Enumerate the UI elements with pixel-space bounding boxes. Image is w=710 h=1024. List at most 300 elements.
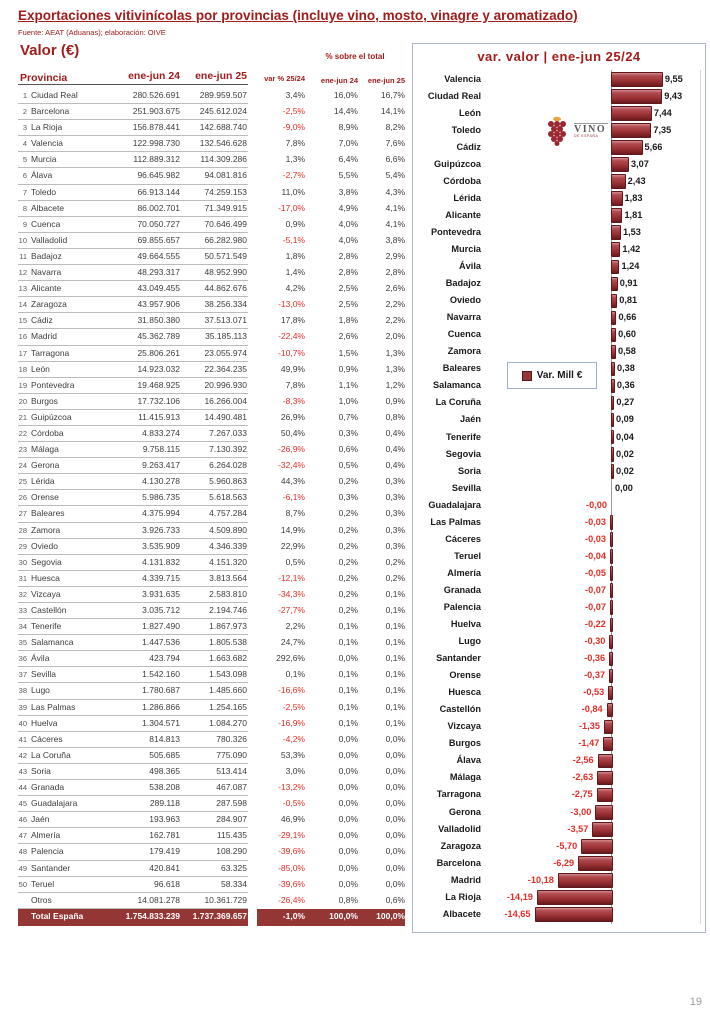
- chart-category-label: Jaén: [460, 414, 481, 425]
- chart-category-label: León: [459, 107, 481, 118]
- cell-provincia: Valladolid: [31, 234, 68, 245]
- chart-category-label: Palencia: [443, 601, 481, 612]
- chart-row: [413, 581, 705, 598]
- cell-ene-jun-24: 4.130.278: [142, 476, 180, 487]
- bar: [598, 754, 613, 769]
- row-rank: 40: [18, 718, 27, 728]
- bar-value-label: -1,47: [578, 738, 600, 749]
- chart-category-label: Tarragona: [436, 789, 481, 800]
- cell-provincia: Barcelona: [31, 106, 70, 117]
- total-pct-25: 100,0%: [376, 911, 405, 922]
- cell-var-pct: 26,9%: [280, 411, 305, 422]
- cell-pct-24: 0,0%: [338, 765, 358, 776]
- cell-var-pct: 2,2%: [285, 621, 305, 632]
- table-row: [18, 378, 405, 394]
- cell-provincia: Albacete: [31, 202, 65, 213]
- chart-row: [413, 309, 705, 326]
- table-row: [18, 265, 405, 281]
- cell-pct-24: 0,1%: [338, 717, 358, 728]
- cell-ene-jun-25: 1.485.660: [209, 685, 247, 696]
- cell-var-pct: -16,6%: [278, 685, 305, 696]
- table-row: [18, 329, 405, 345]
- cell-pct-25: 1,2%: [385, 379, 405, 390]
- cell-pct-24: 0,2%: [338, 476, 358, 487]
- total-ene-jun-24: 1.754.833.239: [125, 911, 180, 922]
- cell-ene-jun-24: 162.781: [149, 830, 180, 841]
- cell-pct-25: 0,0%: [385, 862, 405, 873]
- cell-ene-jun-25: 58.334: [221, 878, 247, 889]
- cell-var-pct: -34,3%: [278, 588, 305, 599]
- row-rank: 32: [18, 589, 27, 599]
- bar: [592, 822, 613, 837]
- cell-ene-jun-25: 108.290: [216, 846, 247, 857]
- logo-de-espana-text: DE ESPAÑA: [574, 134, 599, 139]
- row-rank: 33: [18, 606, 27, 615]
- cell-pct-24: 0,9%: [338, 363, 358, 374]
- cell-var-pct: -4,2%: [282, 733, 305, 744]
- cell-provincia: Segovia: [31, 556, 62, 567]
- cell-ene-jun-24: 179.419: [149, 846, 180, 857]
- row-rank: 46: [18, 815, 27, 825]
- chart-category-label: Ávila: [459, 261, 481, 272]
- section-title-valor: Valor (€): [20, 42, 80, 59]
- cell-ene-jun-24: 4.339.715: [142, 572, 180, 583]
- col-header-var-pct: var % 25/24: [264, 74, 305, 83]
- cell-pct-24: 0,0%: [338, 830, 358, 841]
- cell-provincia: Murcia: [31, 154, 57, 165]
- table-row: [18, 490, 405, 506]
- cell-ene-jun-25: 4.509.890: [209, 524, 247, 535]
- cell-ene-jun-25: 16.266.004: [204, 395, 247, 406]
- cell-pct-25: 0,1%: [385, 701, 405, 712]
- bar-value-label: -0,37: [584, 670, 606, 681]
- chart-row: [413, 616, 705, 633]
- row-rank: 3: [22, 123, 27, 133]
- chart-row: [413, 206, 705, 223]
- cell-var-pct: -12,1%: [278, 572, 305, 583]
- table-row: [18, 217, 405, 233]
- cell-ene-jun-25: 50.571.549: [204, 250, 247, 261]
- chart-category-label: Orense: [449, 670, 481, 681]
- cell-var-pct: -5,1%: [282, 234, 305, 245]
- bar: [611, 345, 616, 360]
- chart-row: [413, 718, 705, 735]
- cell-ene-jun-24: 31.850.380: [137, 315, 180, 326]
- cell-provincia: Ávila: [31, 653, 50, 664]
- bar: [611, 157, 629, 172]
- chart-category-label: Segovia: [445, 448, 481, 459]
- cell-var-pct: 49,9%: [280, 363, 305, 374]
- cell-ene-jun-24: 538.208: [149, 782, 180, 793]
- table-row: [18, 748, 405, 764]
- bar: [610, 549, 613, 564]
- chart-category-label: Gerona: [448, 806, 481, 817]
- total-var-pct: -1,0%: [282, 911, 305, 922]
- chart-row: [413, 905, 705, 922]
- group-header-pct-total: % sobre el total: [325, 52, 385, 61]
- cell-var-pct: 1,3%: [285, 154, 305, 165]
- table-row: [18, 249, 405, 265]
- row-rank: 35: [18, 638, 27, 648]
- row-rank: 25: [18, 477, 27, 487]
- cell-var-pct: 3,0%: [285, 765, 305, 776]
- bar-value-label: -2,63: [572, 772, 594, 783]
- cell-ene-jun-24: 193.963: [149, 814, 180, 825]
- row-rank: 36: [18, 654, 27, 664]
- table-row: [18, 185, 405, 201]
- cell-ene-jun-24: 69.855.657: [137, 234, 180, 245]
- cell-var-pct: -26,9%: [278, 444, 305, 455]
- header-rule: [18, 84, 248, 85]
- bar: [611, 362, 615, 377]
- chart-category-label: Santander: [436, 653, 481, 664]
- cell-ene-jun-24: 9.263.417: [142, 460, 180, 471]
- bar-value-label: -14,19: [506, 891, 533, 902]
- cell-pct-24: 0,0%: [338, 749, 358, 760]
- chart-row: [413, 411, 705, 428]
- cell-pct-25: 0,0%: [385, 765, 405, 776]
- cell-pct-24: 0,2%: [338, 556, 358, 567]
- total-row: [18, 909, 405, 926]
- bar: [611, 242, 620, 257]
- cell-ene-jun-25: 513.414: [216, 765, 247, 776]
- cell-var-pct: 50,4%: [280, 427, 305, 438]
- cell-ene-jun-24: 1.304.571: [142, 717, 180, 728]
- chart-row: [413, 275, 705, 292]
- cell-pct-24: 0,2%: [338, 572, 358, 583]
- row-rank: 1: [22, 91, 27, 100]
- cell-provincia: Tenerife: [31, 621, 62, 632]
- cell-pct-24: 0,0%: [338, 862, 358, 873]
- chart-row: [413, 701, 705, 718]
- chart-title: var. valor | ene-jun 25/24: [477, 49, 641, 64]
- cell-var-pct: 24,7%: [280, 637, 305, 648]
- cell-pct-24: 0,0%: [338, 733, 358, 744]
- chart-row: [413, 684, 705, 701]
- bar-value-label: 7,44: [653, 107, 672, 118]
- table-row: [18, 700, 405, 716]
- cell-pct-24: 2,8%: [338, 250, 358, 261]
- chart-category-label: La Rioja: [445, 891, 481, 902]
- chart-category-label: Guipúzcoa: [434, 158, 481, 169]
- chart-row: [413, 479, 705, 496]
- cell-var-pct: 11,0%: [281, 186, 305, 197]
- bar-value-label: 0,04: [616, 431, 634, 442]
- cell-pct-24: 0,1%: [338, 701, 358, 712]
- bar: [610, 566, 613, 581]
- cell-ene-jun-25: 1.805.538: [209, 637, 247, 648]
- total-pct-24: 100,0%: [329, 911, 358, 922]
- bar-value-label: -0,03: [585, 533, 606, 544]
- bar-value-label: 0,66: [618, 312, 637, 323]
- total-label: Total España: [31, 911, 84, 922]
- cell-ene-jun-24: 4.833.274: [142, 427, 180, 438]
- cell-provincia: Pontevedra: [31, 379, 75, 390]
- province-table: [18, 88, 405, 926]
- bar: [537, 890, 613, 905]
- chart-row: [413, 598, 705, 615]
- cell-pct-24: 5,5%: [338, 170, 358, 181]
- cell-ene-jun-24: 498.365: [149, 765, 180, 776]
- bar: [609, 635, 613, 650]
- cell-pct-25: 0,6%: [385, 894, 405, 905]
- row-rank: 34: [18, 622, 27, 632]
- cell-ene-jun-25: 467.087: [216, 782, 247, 793]
- cell-pct-24: 3,8%: [338, 186, 358, 197]
- cell-ene-jun-24: 86.002.701: [137, 202, 180, 213]
- cell-pct-25: 0,0%: [385, 814, 405, 825]
- bar-value-label: 2,43: [627, 175, 646, 186]
- chart-row: [413, 837, 705, 854]
- cell-ene-jun-24: 1.780.687: [142, 685, 180, 696]
- table-row: [18, 828, 405, 844]
- bar-value-label: 0,27: [616, 397, 635, 408]
- cell-ene-jun-25: 284.907: [216, 814, 247, 825]
- cell-ene-jun-24: 251.903.675: [132, 106, 180, 117]
- cell-var-pct: -13,2%: [278, 782, 305, 793]
- cell-provincia: Oviedo: [31, 540, 58, 551]
- row-rank: 47: [18, 831, 27, 841]
- row-rank: 6: [22, 171, 27, 181]
- chart-category-label: Oviedo: [449, 295, 481, 306]
- row-rank: 43: [18, 766, 27, 776]
- chart-category-label: Sevilla: [451, 482, 481, 493]
- table-row: [18, 313, 405, 329]
- col-header-pct-ene-jun-25: ene-jun 25: [367, 76, 405, 85]
- chart-category-label: Ciudad Real: [427, 90, 481, 101]
- cell-ene-jun-25: 38.256.334: [204, 299, 247, 310]
- chart-category-label: Badajoz: [445, 278, 481, 289]
- bar-value-label: 7,35: [653, 124, 672, 135]
- cell-ene-jun-25: 44.862.676: [204, 283, 247, 294]
- table-row: [18, 555, 405, 571]
- cell-var-pct: 292,6%: [276, 653, 305, 664]
- bar-value-label: -0,04: [585, 550, 606, 561]
- cell-pct-25: 0,4%: [385, 427, 405, 438]
- cell-ene-jun-25: 23.055.974: [204, 347, 247, 358]
- cell-ene-jun-24: 289.118: [149, 798, 180, 809]
- table-row: [18, 539, 405, 555]
- bar: [611, 447, 614, 462]
- cell-pct-24: 2,5%: [338, 283, 358, 294]
- bar: [611, 260, 619, 275]
- cell-pct-24: 1,5%: [338, 347, 358, 358]
- cell-var-pct: 7,8%: [285, 379, 305, 390]
- cell-var-pct: 4,2%: [285, 283, 305, 294]
- cell-var-pct: -10,7%: [278, 347, 305, 358]
- cell-ene-jun-25: 66.282.980: [204, 234, 247, 245]
- table-row: [18, 716, 405, 732]
- cell-pct-25: 4,1%: [385, 202, 405, 213]
- row-rank: 45: [18, 799, 27, 809]
- bar: [611, 174, 626, 189]
- cell-ene-jun-25: 7.130.392: [209, 444, 247, 455]
- chart-category-label: Cádiz: [456, 141, 481, 152]
- cell-provincia: Ciudad Real: [31, 90, 78, 100]
- bar-value-label: 0,00: [615, 482, 633, 493]
- cell-pct-24: 0,0%: [338, 846, 358, 857]
- bar-value-label: -0,03: [585, 516, 606, 527]
- cell-var-pct: -6,1%: [282, 492, 305, 503]
- cell-provincia: Málaga: [31, 444, 59, 455]
- cell-ene-jun-25: 4.757.284: [209, 508, 247, 519]
- cell-ene-jun-24: 423.794: [149, 653, 180, 664]
- cell-pct-24: 1,0%: [338, 395, 358, 406]
- cell-ene-jun-24: 420.841: [149, 862, 180, 873]
- cell-provincia: Navarra: [31, 267, 62, 278]
- cell-provincia: Castellón: [31, 605, 67, 615]
- cell-pct-25: 2,6%: [385, 283, 405, 294]
- cell-ene-jun-25: 5.960.863: [209, 476, 247, 487]
- cell-ene-jun-25: 1.084.270: [209, 717, 247, 728]
- cell-pct-24: 0,1%: [338, 637, 358, 648]
- cell-ene-jun-24: 70.050.727: [137, 218, 180, 229]
- cell-pct-24: 0,8%: [338, 894, 358, 905]
- cell-provincia: La Coruña: [31, 749, 71, 760]
- row-rank: 20: [18, 396, 27, 406]
- row-rank: 15: [18, 316, 27, 326]
- cell-pct-24: 4,9%: [338, 202, 358, 213]
- cell-provincia: Palencia: [31, 846, 64, 857]
- table-row: [18, 120, 405, 136]
- cell-pct-24: 0,7%: [338, 411, 358, 422]
- cell-ene-jun-25: 1.663.682: [209, 653, 247, 664]
- cell-pct-24: 0,3%: [338, 427, 358, 438]
- cell-pct-24: 0,1%: [338, 669, 358, 680]
- chart-row: [413, 445, 705, 462]
- cell-ene-jun-24: 48.293.317: [137, 267, 180, 278]
- bar: [610, 600, 613, 615]
- cell-provincia: Almería: [31, 830, 61, 841]
- bar-value-label: 1,42: [622, 243, 641, 254]
- chart-category-label: Álava: [456, 755, 481, 766]
- table-row: [18, 523, 405, 539]
- cell-pct-24: 2,8%: [338, 267, 358, 278]
- bar-value-label: 1,24: [621, 261, 640, 272]
- bar: [609, 652, 613, 667]
- chart-row: [413, 888, 705, 905]
- cell-provincia: Madrid: [31, 331, 57, 342]
- chart-category-label: Almería: [447, 567, 481, 578]
- cell-pct-24: 0,2%: [338, 540, 358, 551]
- cell-var-pct: -32,4%: [278, 460, 305, 471]
- row-rank: 5: [22, 155, 27, 165]
- table-row: [18, 104, 405, 120]
- row-rank: 13: [18, 284, 27, 294]
- table-row: [18, 88, 405, 104]
- cell-provincia: Sevilla: [31, 669, 57, 680]
- cell-var-pct: -22,4%: [278, 331, 305, 342]
- chart-category-label: Guadalajara: [428, 499, 481, 510]
- bar-value-label: 1,53: [622, 226, 641, 237]
- chart-legend: [507, 362, 597, 389]
- row-rank: 48: [18, 847, 27, 857]
- chart-category-label: Valencia: [444, 73, 481, 84]
- cell-ene-jun-24: 3.926.733: [142, 524, 180, 535]
- cell-ene-jun-25: 2.194.746: [209, 605, 247, 615]
- cell-var-pct: -2,5%: [282, 701, 305, 712]
- cell-ene-jun-24: 3.535.909: [142, 540, 180, 551]
- bar: [604, 720, 613, 735]
- row-rank: 28: [18, 525, 27, 535]
- cell-pct-24: 0,2%: [338, 524, 358, 535]
- table-row: [18, 812, 405, 828]
- row-rank: 16: [18, 332, 27, 342]
- bar: [558, 873, 613, 888]
- cell-pct-25: 4,3%: [385, 186, 405, 197]
- bar: [611, 379, 615, 394]
- cell-ene-jun-25: 775.090: [216, 749, 247, 760]
- chart-row: [413, 462, 705, 479]
- cell-pct-25: 2,2%: [385, 315, 405, 326]
- bar: [535, 907, 613, 922]
- row-rank: 21: [18, 412, 27, 422]
- cell-provincia: Zaragoza: [31, 299, 67, 310]
- cell-pct-24: 14,4%: [333, 106, 358, 117]
- cell-ene-jun-24: 122.998.730: [132, 138, 180, 149]
- table-row: [18, 410, 405, 426]
- cell-pct-25: 2,0%: [385, 331, 405, 342]
- cell-provincia: Soria: [31, 765, 51, 776]
- cell-ene-jun-25: 780.326: [216, 733, 247, 744]
- cell-var-pct: 14,9%: [280, 524, 305, 535]
- cell-ene-jun-25: 5.618.563: [209, 492, 247, 503]
- row-rank: 39: [18, 702, 27, 712]
- cell-provincia: Alicante: [31, 283, 62, 294]
- cell-ene-jun-25: 71.349.915: [204, 202, 247, 213]
- row-rank: 17: [18, 348, 27, 358]
- cell-ene-jun-24: 1.447.536: [142, 637, 180, 648]
- cell-pct-25: 0,1%: [385, 717, 405, 728]
- chart-row: [413, 769, 705, 786]
- cell-pct-24: 2,5%: [338, 299, 358, 310]
- cell-pct-25: 0,0%: [385, 830, 405, 841]
- cell-pct-25: 0,3%: [385, 476, 405, 487]
- chart-category-label: Vizcaya: [447, 721, 481, 732]
- cell-ene-jun-24: 25.806.261: [137, 347, 180, 358]
- row-rank: 19: [18, 380, 27, 390]
- row-rank: 30: [18, 557, 27, 567]
- cell-provincia: Lérida: [31, 476, 55, 487]
- cell-ene-jun-24: 505.685: [149, 749, 180, 760]
- cell-provincia: Cuenca: [31, 218, 61, 229]
- cell-ene-jun-24: 11.415.913: [138, 411, 180, 422]
- table-row: [18, 152, 405, 168]
- bar-value-label: 1,83: [624, 192, 643, 203]
- chart-category-label: Málaga: [449, 772, 481, 783]
- row-rank: 18: [18, 364, 27, 374]
- cell-provincia: Teruel: [31, 878, 55, 889]
- cell-ene-jun-24: 3.035.712: [142, 605, 180, 615]
- cell-pct-24: 8,9%: [338, 122, 358, 133]
- bar-value-label: 0,60: [618, 329, 637, 340]
- bar: [597, 771, 613, 786]
- table-row: [18, 474, 405, 490]
- cell-provincia: Guadalajara: [31, 798, 78, 809]
- bar-value-label: -0,22: [584, 619, 606, 630]
- cell-provincia: Cáceres: [31, 733, 63, 744]
- chart-category-label: Tenerife: [445, 431, 481, 442]
- cell-ene-jun-24: 814.813: [149, 733, 180, 744]
- cell-var-pct: 22,9%: [280, 540, 305, 551]
- cell-provincia: Otros: [31, 894, 52, 905]
- bar: [608, 686, 613, 701]
- cell-provincia: Córdoba: [31, 427, 64, 438]
- row-rank: 4: [22, 139, 27, 149]
- cell-pct-24: 0,1%: [338, 621, 358, 632]
- bar-value-label: 5,66: [644, 141, 663, 152]
- row-rank: 41: [18, 734, 27, 744]
